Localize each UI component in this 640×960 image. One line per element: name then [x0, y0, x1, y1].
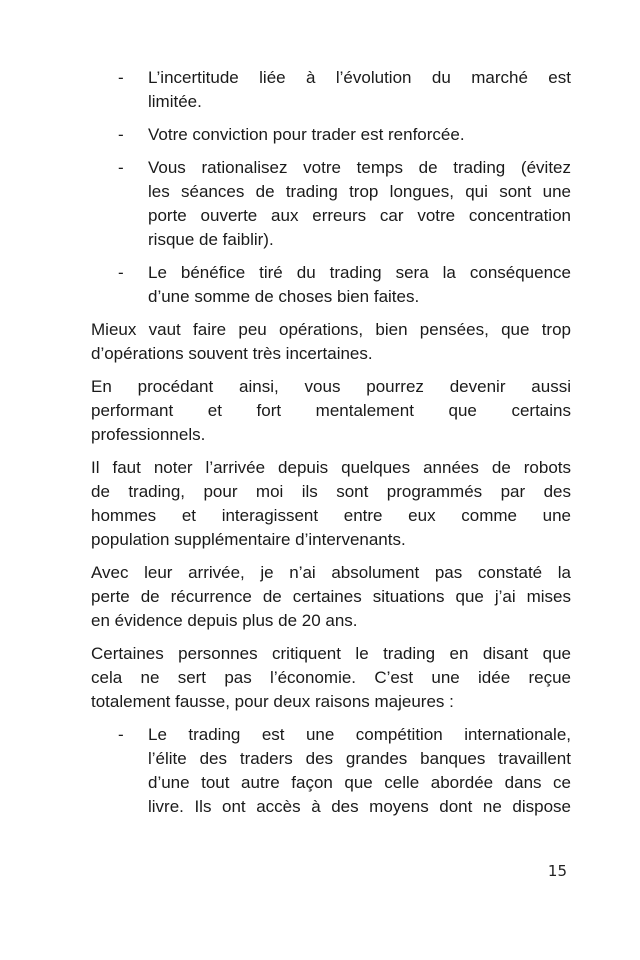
bullet-dash: -	[118, 263, 124, 282]
bullet-item	[91, 261, 571, 309]
text-line: Vous rationalisez votre temps de trading (évitez	[148, 158, 571, 177]
paragraph	[91, 456, 571, 552]
text-line: hommes et interagissent entre eux comme une	[91, 506, 571, 525]
text-line: les séances de trading trop longues, qui sont une	[148, 182, 571, 201]
bullet-item	[91, 66, 571, 114]
text-line: totalement fausse, pour deux raisons majeures :	[91, 692, 454, 711]
text-line: porte ouverte aux erreurs car votre concentration	[148, 206, 571, 225]
text-line: d’une somme de choses bien faites.	[148, 287, 420, 306]
page-body	[91, 66, 571, 828]
text-line: En procédant ainsi, vous pourrez devenir aussi	[91, 377, 571, 396]
bullet-item	[91, 156, 571, 252]
text-line: Votre conviction pour trader est renforcée.	[148, 125, 465, 144]
text-line: Avec leur arrivée, je n’ai absolument pas constaté la	[91, 563, 571, 582]
paragraph	[91, 642, 571, 714]
text-line: performant et fort mentalement que certains	[91, 401, 571, 420]
paragraph	[91, 318, 571, 366]
bullet-item	[91, 723, 571, 819]
bullet-item	[91, 123, 571, 147]
text-line: d’opérations souvent très incertaines.	[91, 344, 373, 363]
text-line: en évidence depuis plus de 20 ans.	[91, 611, 358, 630]
bullet-dash: -	[118, 725, 124, 744]
text-line: population supplémentaire d’intervenants.	[91, 530, 406, 549]
text-line: limitée.	[148, 92, 202, 111]
bullet-dash: -	[118, 68, 124, 87]
bullet-dash: -	[118, 158, 124, 177]
text-line: l’élite des traders des grandes banques travaillent	[148, 749, 571, 768]
text-line: perte de récurrence de certaines situations que j’ai mises	[91, 587, 571, 606]
page-number: 15	[547, 862, 567, 880]
text-line: d’une tout autre façon que celle abordée dans ce	[148, 773, 571, 792]
text-line: Le trading est une compétition internationale,	[148, 725, 571, 744]
text-line: professionnels.	[91, 425, 206, 444]
paragraph	[91, 375, 571, 447]
text-line: Il faut noter l’arrivée depuis quelques années de robots	[91, 458, 571, 477]
text-line: cela ne sert pas l’économie. C’est une idée reçue	[91, 668, 571, 687]
text-line: Certaines personnes critiquent le trading en disant que	[91, 644, 571, 663]
text-line: livre. Ils ont accès à des moyens dont ne dispose	[148, 797, 571, 816]
text-line: L’incertitude liée à l’évolution du marché est	[148, 68, 571, 87]
text-line: Mieux vaut faire peu opérations, bien pensées, que trop	[91, 320, 571, 339]
paragraph	[91, 561, 571, 633]
text-line: risque de faiblir).	[148, 230, 274, 249]
bullet-dash: -	[118, 125, 124, 144]
text-line: de trading, pour moi ils sont programmés par des	[91, 482, 571, 501]
text-line: Le bénéfice tiré du trading sera la conséquence	[148, 263, 571, 282]
